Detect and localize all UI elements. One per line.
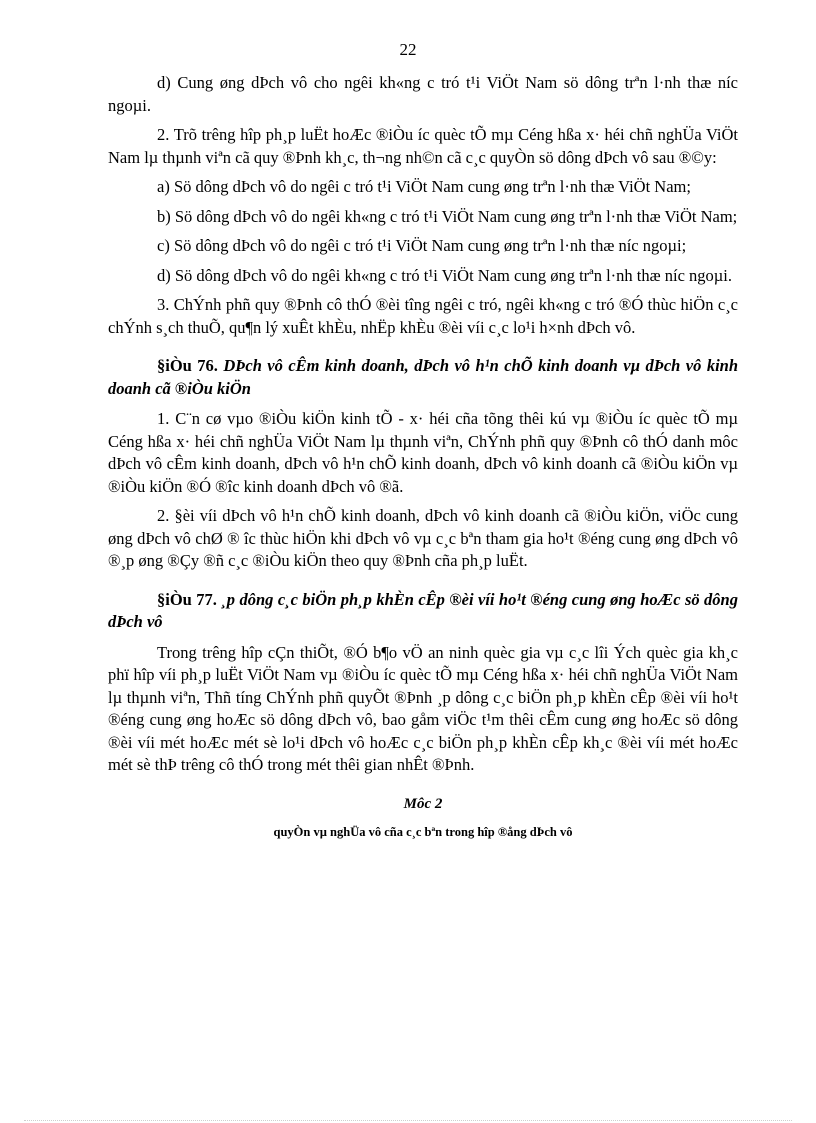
paragraph: b) Sö dông dÞch vô do ngêi kh«ng c tró t¹i ViÖt Nam cung øng trªn l·nh thæ ViÖt Nam; xyxy=(157,206,738,226)
paragraph: 1. C¨n cø vµo ®iÒu kiÖn kinh tÕ - x· héi cña tõng thêi kú vµ ®iÒu íc quèc tÕ mµ Céng hßa x· héi chñ nghÜa ViÖt Nam lµ thµnh viªn, ChÝnh phñ quy ®Þnh cô thÓ danh môc dÞch vô cÊm kinh doanh, dÞch vô h¹n chÕ kinh doanh, dÞch vô kinh doanh cã ®iÒu kiÖn vµ ®iÒu kiÖn ®Ó ®îc kinh doanh dÞch vô ®ã. xyxy=(108,409,738,496)
article-number: §iÒu 77. xyxy=(157,589,217,609)
page-bottom-divider xyxy=(24,1120,792,1121)
paragraph: d) Cung øng dÞch vô cho ngêi kh«ng c tró t¹i ViÖt Nam sö dông trªn l·nh thæ níc ngoµi. xyxy=(108,73,738,115)
section-title: quyÒn vµ nghÜa vô cña c¸c bªn trong hîp ®ång dÞch vô xyxy=(273,825,573,839)
article-77-heading xyxy=(108,589,738,634)
article-title: ¸p dông c¸c biÖn ph¸p khÈn cÊp ®èi víi ho¹t ®éng cung øng hoÆc sö dông dÞch vô xyxy=(108,589,738,631)
paragraph: c) Sö dông dÞch vô do ngêi c tró t¹i ViÖt Nam cung øng trªn l·nh thæ níc ngoµi; xyxy=(157,236,687,255)
page-number: 22 xyxy=(399,40,417,59)
section-label: Môc 2 xyxy=(403,795,443,812)
document-body xyxy=(108,72,738,844)
paragraph: 3. ChÝnh phñ quy ®Þnh cô thÓ ®èi tîng ngêi c tró, ngêi kh«ng c tró ®Ó thùc hiÖn c¸c chÝnh s¸ch thuÕ, qu¶n lý xuÊt khÈu, nhËp khÈu ®èi víi c¸c lo¹i h×nh dÞch vô. xyxy=(108,295,738,337)
paragraph: 2. §èi víi dÞch vô h¹n chÕ kinh doanh, dÞch vô kinh doanh cã ®iÒu kiÖn, viÖc cung øng dÞch vô chØ ® îc thùc hiÖn khi dÞch vô vµ c¸c bªn tham gia ho¹t ®éng cung øng dÞch vô ®¸p øng ®Çy ®ñ c¸c ®iÒu kiÖn theo quy ®Þnh cña ph¸p luËt. xyxy=(108,506,738,570)
article-number: §iÒu 76. xyxy=(157,356,218,375)
paragraph: Trong trêng hîp cÇn thiÕt, ®Ó b¶o vÖ an ninh quèc gia vµ c¸c lîi Ých quèc gia kh¸c phï hîp víi ph¸p luËt ViÖt Nam vµ ®iÒu íc quèc tÕ mµ Céng hßa x· héi chñ nghÜa ViÖt Nam lµ thµnh viªn, Thñ tíng ChÝnh phñ quyÕt ®Þnh ¸p dông c¸c biÖn ph¸p khÈn cÊp ®èi víi ho¹t ®éng cung øng hoÆc sö dông dÞch vô, bao gåm viÖc t¹m thêi cÊm cung øng hoÆc sö dông ®èi víi mét hoÆc mét sè lo¹i dÞch vô hoÆc c¸c biÖn ph¸p khÈn cÊp kh¸c ®èi víi mét hoÆc mét sè thÞ trêng cô thÓ trong mét thêi gian nhÊt ®Þnh. xyxy=(108,642,738,774)
paragraph: 2. Trõ trêng hîp ph¸p luËt hoÆc ®iÒu íc quèc tÕ mµ Céng hßa x· héi chñ nghÜa ViÖt Nam lµ thµnh viªn cã quy ®Þnh kh¸c, th¬ng nh©n cã c¸c quyÒn sö dông dÞch vô sau ®©y: xyxy=(108,125,738,167)
paragraph: d) Sö dông dÞch vô do ngêi kh«ng c tró t¹i ViÖt Nam cung øng trªn l·nh thæ níc ngoµi. xyxy=(157,265,733,285)
article-title: DÞch vô cÊm kinh doanh, dÞch vô h¹n chÕ kinh doanh vµ dÞch vô kinh doanh cã ®iÒu kiÖn xyxy=(108,356,739,398)
article-76-heading xyxy=(108,355,738,400)
paragraph: a) Sö dông dÞch vô do ngêi c tró t¹i ViÖt Nam cung øng trªn l·nh thæ ViÖt Nam; xyxy=(157,177,691,196)
